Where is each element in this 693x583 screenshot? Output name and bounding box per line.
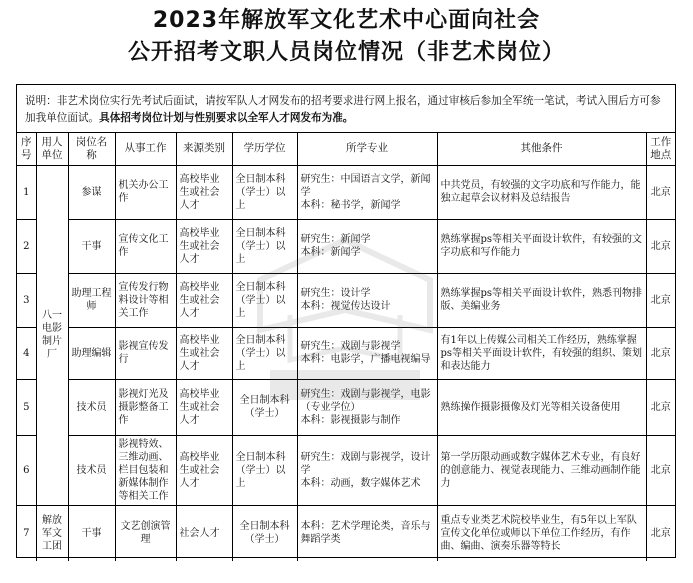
cell-major xyxy=(297,505,437,561)
major-undergrad: 本科：电影学，广播电视编导 xyxy=(300,354,431,365)
page-title-line1: 2023年解放军文化艺术中心面向社会 xyxy=(152,8,541,33)
major-grad: 本科：艺术学理论类，音乐与舞蹈学类 xyxy=(300,521,431,546)
header-work: 从事工作 xyxy=(115,133,176,165)
page-title-line2: 公开招考文职人员岗位情况（非艺术岗位） xyxy=(127,40,565,65)
cell-work: 机关办公工作 xyxy=(115,165,176,219)
cell-no: 6 xyxy=(17,435,36,505)
recruitment-sheet xyxy=(16,84,676,558)
cell-post: 干事 xyxy=(68,505,115,561)
major-grad: 研究生：戏剧与影视学，设计学 xyxy=(300,451,431,476)
cell-source: 高校毕业生或社会人才 xyxy=(176,165,232,219)
cell-source: 高校毕业生或社会人才 xyxy=(176,327,232,379)
notice-text: 说明：非艺术岗位实行先考试后面试，请按军队人才网发布的招考要求进行网上报名，通过审核后参加全军统一笔试，考试入围后方可参加我单位面试。 xyxy=(25,95,661,124)
cell-major xyxy=(297,273,437,327)
cell-post: 参谋 xyxy=(68,165,115,219)
cell-other: 中共党员，有较强的文字功底和写作能力，能独立起草会议材料及总结报告 xyxy=(437,165,646,219)
table-header-row xyxy=(17,133,675,165)
cell-unit-group: 八一电影制片厂 xyxy=(36,165,68,505)
cell-post: 技术员 xyxy=(68,435,115,505)
header-edu: 学历学位 xyxy=(232,133,297,165)
cell-work: 影视特效、三维动画、栏目包装和新媒体制作等相关工作 xyxy=(115,435,176,505)
cell-no: 7 xyxy=(17,505,36,561)
table-row xyxy=(17,273,675,327)
cell-unit: 解放军文工团 xyxy=(36,505,68,561)
cell-other: 熟练操作摄影摄像及灯光等相关设备使用 xyxy=(437,379,646,435)
cell-no: 1 xyxy=(17,165,36,219)
major-undergrad: 本科：秘书学，新闻学 xyxy=(300,199,401,211)
header-loc: 工作地点 xyxy=(646,133,675,165)
cell-major xyxy=(297,327,437,379)
cell-edu: 全日制本科（学士）以上 xyxy=(232,327,297,379)
cell-work: 影视宣传发行 xyxy=(115,327,176,379)
cell-loc: 北京 xyxy=(646,327,675,379)
major-undergrad: 本科：动画，数字媒体艺术 xyxy=(300,477,421,489)
table-row xyxy=(17,219,675,273)
major-grad: 研究生：设计学 xyxy=(300,288,371,299)
cell-work: 宣传文化工作 xyxy=(115,219,176,273)
cell-other: 重点专业类艺术院校毕业生，有5年以上军队宣传文化单位或师以下单位工作经历，有作曲、编曲、演奏乐器等特长 xyxy=(437,505,646,561)
major-undergrad: 本科：影视摄影与制作 xyxy=(300,414,401,426)
table-row xyxy=(17,165,675,219)
cell-major xyxy=(297,165,437,219)
cell-source: 社会人才 xyxy=(176,505,232,561)
cell-other: 第一学历限动画或数字媒体艺术专业，有良好的创意能力、视觉表现能力、三维动画制作能力 xyxy=(437,435,646,505)
positions-table xyxy=(17,133,675,561)
notice-paragraph xyxy=(17,85,675,133)
header-other: 其他条件 xyxy=(437,133,646,165)
cell-major xyxy=(297,219,437,273)
cell-loc: 北京 xyxy=(646,379,675,435)
cell-loc: 北京 xyxy=(646,219,675,273)
cell-loc: 北京 xyxy=(646,435,675,505)
header-source: 来源类别 xyxy=(176,133,232,165)
header-no: 序号 xyxy=(17,133,36,165)
cell-work: 影视灯光及摄影整备工作 xyxy=(115,379,176,435)
cell-other: 有1年以上传媒公司相关工作经历，熟练掌握ps等相关平面设计软件，有较强的组织、策划和表达能力 xyxy=(437,327,646,379)
major-undergrad: 本科：视觉传达设计 xyxy=(300,301,391,312)
cell-edu: 全日制本科（学士）以上 xyxy=(232,165,297,219)
cell-edu: 全日制本科（学士） xyxy=(232,505,297,561)
cell-post: 技术员 xyxy=(68,379,115,435)
cell-other: 熟练掌握ps等相关平面设计软件，有较强的文字功底和写作能力 xyxy=(437,219,646,273)
cell-source: 高校毕业生或社会人才 xyxy=(176,435,232,505)
table-row xyxy=(17,327,675,379)
cell-edu: 全日制本科（学士）以上 xyxy=(232,219,297,273)
cell-post: 助理编辑 xyxy=(68,327,115,379)
major-grad: 研究生：中国语言文学，新闻学 xyxy=(300,173,431,198)
cell-loc: 北京 xyxy=(646,505,675,561)
notice-bold-text: 具体招考岗位计划与性别要求以全军人才网发布为准。 xyxy=(99,112,354,124)
cell-post: 助理工程师 xyxy=(68,273,115,327)
major-grad: 研究生：戏剧与影视学 xyxy=(300,341,401,352)
cell-no: 3 xyxy=(17,273,36,327)
table-row xyxy=(17,435,675,505)
header-unit: 用人单位 xyxy=(36,133,68,165)
table-row xyxy=(17,505,675,561)
cell-major xyxy=(297,435,437,505)
cell-loc: 北京 xyxy=(646,273,675,327)
cell-work: 宣传发行物料设计等相关工作 xyxy=(115,273,176,327)
cell-work: 文艺创演管理 xyxy=(115,505,176,561)
cell-source: 高校毕业生或社会人才 xyxy=(176,219,232,273)
cell-edu: 全日制本科（学士）以上 xyxy=(232,273,297,327)
cell-no: 5 xyxy=(17,379,36,435)
header-major: 所学专业 xyxy=(297,133,437,165)
cell-other: 熟练掌握ps等相关平面设计软件，熟悉刊物排版、美编业务 xyxy=(437,273,646,327)
table-row xyxy=(17,379,675,435)
cell-no: 4 xyxy=(17,327,36,379)
header-post: 岗位名称 xyxy=(68,133,115,165)
cell-no: 2 xyxy=(17,219,36,273)
major-grad: 研究生：戏剧与影视学，电影（专业学位） xyxy=(300,388,431,413)
cell-post: 干事 xyxy=(68,219,115,273)
cell-loc: 北京 xyxy=(646,165,675,219)
major-undergrad: 本科：新闻学 xyxy=(300,247,361,258)
major-grad: 研究生：新闻学 xyxy=(300,234,371,245)
cell-edu: 全日制本科（学士）以上 xyxy=(232,435,297,505)
cell-source: 高校毕业生或社会人才 xyxy=(176,273,232,327)
cell-edu: 全日制本科（学士） xyxy=(232,379,297,435)
cell-source: 高校毕业生或社会人才 xyxy=(176,379,232,435)
cell-major xyxy=(297,379,437,435)
